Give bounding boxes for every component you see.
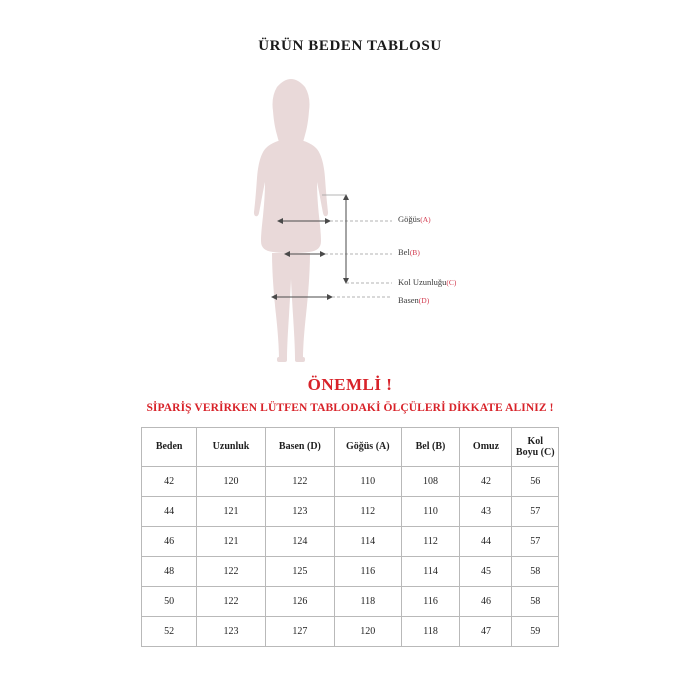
label-basen-code: (D) <box>418 296 430 305</box>
cell-bel: 110 <box>401 497 460 527</box>
measurement-lines <box>0 69 700 369</box>
cell-gogus: 114 <box>335 527 401 557</box>
table-row <box>142 497 559 527</box>
notice-subheading: SİPARİŞ VERİRKEN LÜTFEN TABLODAKİ ÖLÇÜLERİ DİKKATE ALINIZ ! <box>146 402 554 414</box>
table-header-basen: Basen (D) <box>265 428 334 467</box>
table-header-gogus: Göğüs (A) <box>335 428 401 467</box>
notice-heading: ÖNEMLİ ! <box>307 375 393 394</box>
cell-basen: 122 <box>265 467 334 497</box>
cell-beden: 52 <box>142 617 197 647</box>
cell-gogus: 116 <box>335 557 401 587</box>
label-basen-text: Basen <box>398 295 419 305</box>
size-table-wrapper <box>141 427 559 647</box>
cell-uzunluk: 120 <box>197 467 265 497</box>
cell-bel: 108 <box>401 467 460 497</box>
cell-basen: 126 <box>265 587 334 617</box>
label-bel-text: Bel <box>398 247 410 257</box>
label-kol-code: (C) <box>446 278 457 287</box>
cell-beden: 50 <box>142 587 197 617</box>
cell-uzunluk: 123 <box>197 617 265 647</box>
label-kol-uzunlugu <box>398 277 456 287</box>
measurement-figure <box>0 69 700 369</box>
label-bel-code: (B) <box>409 248 420 257</box>
cell-kol-boyu: 57 <box>512 527 559 557</box>
table-header-omuz: Omuz <box>460 428 512 467</box>
cell-omuz: 44 <box>460 527 512 557</box>
label-basen <box>398 295 429 305</box>
label-gogus <box>398 214 431 224</box>
cell-kol-boyu: 57 <box>512 497 559 527</box>
cell-omuz: 46 <box>460 587 512 617</box>
table-row <box>142 617 559 647</box>
page-title: ÜRÜN BEDEN TABLOSU <box>258 38 442 54</box>
important-notice <box>0 375 700 414</box>
cell-omuz: 43 <box>460 497 512 527</box>
label-kol-text: Kol Uzunluğu <box>398 277 447 287</box>
cell-uzunluk: 122 <box>197 557 265 587</box>
cell-beden: 42 <box>142 467 197 497</box>
cell-omuz: 47 <box>460 617 512 647</box>
table-row <box>142 557 559 587</box>
label-gogus-text: Göğüs <box>398 214 421 224</box>
cell-bel: 112 <box>401 527 460 557</box>
table-header-beden: Beden <box>142 428 197 467</box>
cell-uzunluk: 121 <box>197 497 265 527</box>
cell-beden: 46 <box>142 527 197 557</box>
cell-omuz: 45 <box>460 557 512 587</box>
cell-gogus: 118 <box>335 587 401 617</box>
cell-bel: 114 <box>401 557 460 587</box>
cell-bel: 116 <box>401 587 460 617</box>
cell-omuz: 42 <box>460 467 512 497</box>
label-gogus-code: (A) <box>420 215 431 224</box>
cell-kol-boyu: 58 <box>512 587 559 617</box>
cell-basen: 125 <box>265 557 334 587</box>
table-header-row <box>142 428 559 467</box>
cell-kol-boyu: 59 <box>512 617 559 647</box>
cell-beden: 48 <box>142 557 197 587</box>
cell-uzunluk: 122 <box>197 587 265 617</box>
cell-kol-boyu: 56 <box>512 467 559 497</box>
cell-basen: 127 <box>265 617 334 647</box>
table-header-bel: Bel (B) <box>401 428 460 467</box>
table-header-kol-boyu: Kol Boyu (C) <box>512 428 559 467</box>
cell-gogus: 110 <box>335 467 401 497</box>
table-row <box>142 467 559 497</box>
cell-uzunluk: 121 <box>197 527 265 557</box>
cell-basen: 124 <box>265 527 334 557</box>
label-bel <box>398 247 420 257</box>
cell-beden: 44 <box>142 497 197 527</box>
cell-gogus: 112 <box>335 497 401 527</box>
cell-kol-boyu: 58 <box>512 557 559 587</box>
cell-basen: 123 <box>265 497 334 527</box>
cell-gogus: 120 <box>335 617 401 647</box>
table-row <box>142 527 559 557</box>
table-row <box>142 587 559 617</box>
table-header-uzunluk: Uzunluk <box>197 428 265 467</box>
cell-bel: 118 <box>401 617 460 647</box>
size-table <box>141 427 559 647</box>
